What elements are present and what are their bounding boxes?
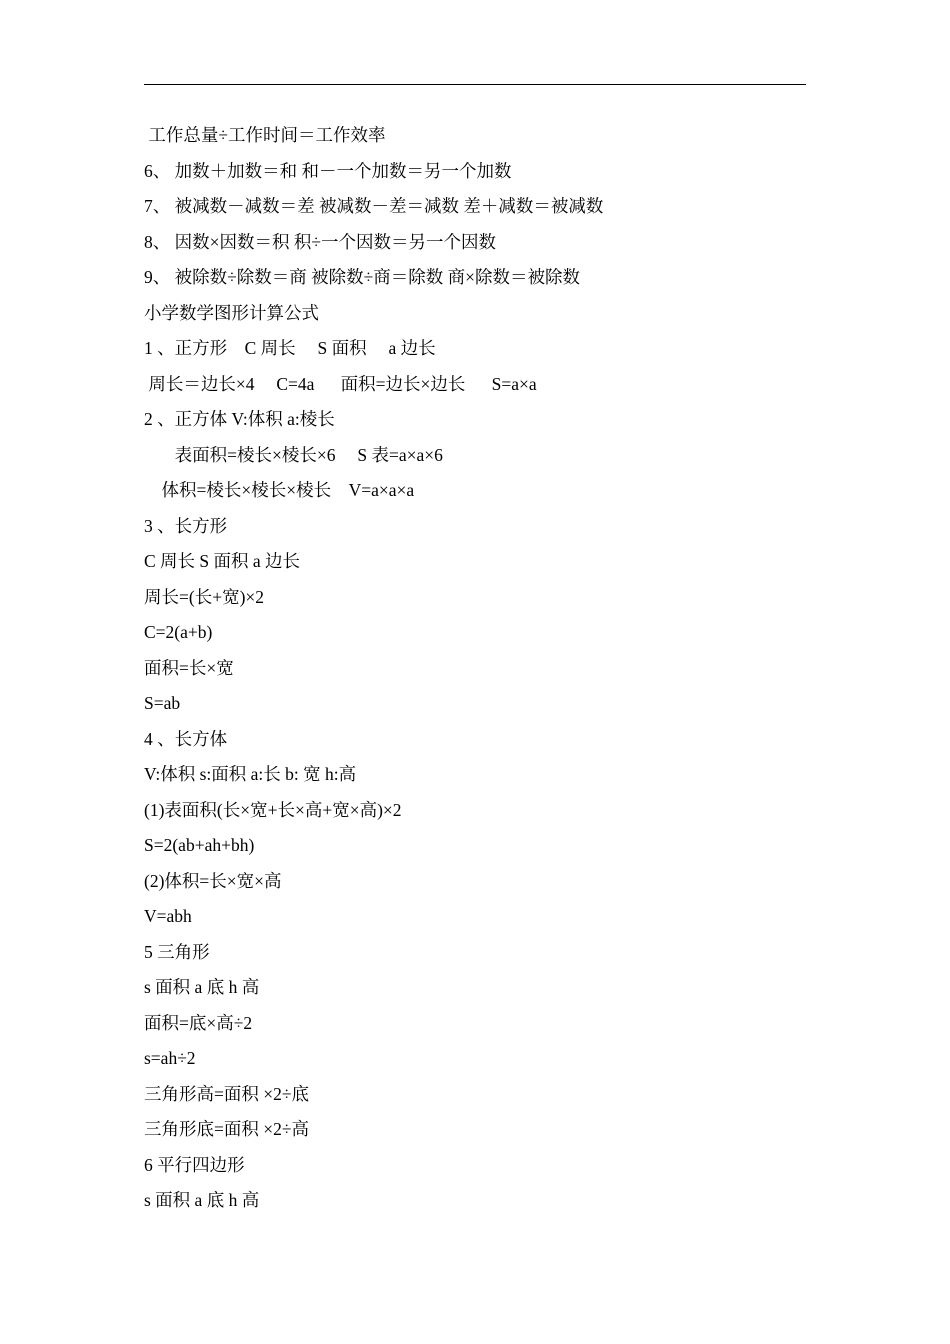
header-rule <box>144 84 806 85</box>
text-line: s 面积 a 底 h 高 <box>144 977 260 997</box>
text-line: 三角形底=面积 ×2÷高 <box>144 1119 309 1139</box>
text-line: C 周长 S 面积 a 边长 <box>144 551 301 571</box>
text-line: 面积=底×高÷2 <box>144 1012 253 1033</box>
text-line: 面积=长×宽 <box>144 657 234 678</box>
text-line: 1 、正方形 C 周长 S 面积 a 边长 <box>144 338 436 358</box>
text-line: 2 、正方体 V:体积 a:棱长 <box>144 409 335 429</box>
text-line: (1)表面积(长×宽+长×高+宽×高)×2 <box>144 799 402 820</box>
text-line: C=2(a+b) <box>144 622 213 642</box>
text-line: 4 、长方体 <box>144 728 228 749</box>
section-heading: 小学数学图形计算公式 <box>144 302 319 323</box>
text-line: 工作总量÷工作时间＝工作效率 <box>144 125 386 145</box>
text-line: s=ah÷2 <box>144 1048 196 1068</box>
text-line: 体积=棱长×棱长×棱长 V=a×a×a <box>144 480 415 500</box>
text-line: (2)体积=长×宽×高 <box>144 870 282 891</box>
text-line: s 面积 a 底 h 高 <box>144 1190 260 1210</box>
text-line: 表面积=棱长×棱长×6 S 表=a×a×6 <box>144 444 443 465</box>
text-line: 三角形高=面积 ×2÷底 <box>144 1083 309 1104</box>
text-line: 周长＝边长×4 C=4a 面积=边长×边长 S=a×a <box>144 373 537 394</box>
text-line: 8、 因数×因数＝积 积÷一个因数＝另一个因数 <box>144 231 496 252</box>
text-line: S=ab <box>144 693 181 713</box>
text-line: 6、 加数＋加数＝和 和－一个加数＝另一个加数 <box>144 160 512 181</box>
text-line: 3 、长方形 <box>144 515 228 536</box>
text-line: V:体积 s:面积 a:长 b: 宽 h:高 <box>144 764 357 784</box>
text-line: S=2(ab+ah+bh) <box>144 835 255 855</box>
text-line: 周长=(长+宽)×2 <box>144 586 265 607</box>
text-line: 7、 被减数－减数＝差 被减数－差＝减数 差＋减数＝被减数 <box>144 196 604 216</box>
text-line: 5 三角形 <box>144 941 210 962</box>
document-body <box>144 118 806 1219</box>
text-line: V=abh <box>144 906 192 926</box>
text-line: 9、 被除数÷除数＝商 被除数÷商＝除数 商×除数＝被除数 <box>144 267 580 287</box>
text-line: 6 平行四边形 <box>144 1154 245 1175</box>
